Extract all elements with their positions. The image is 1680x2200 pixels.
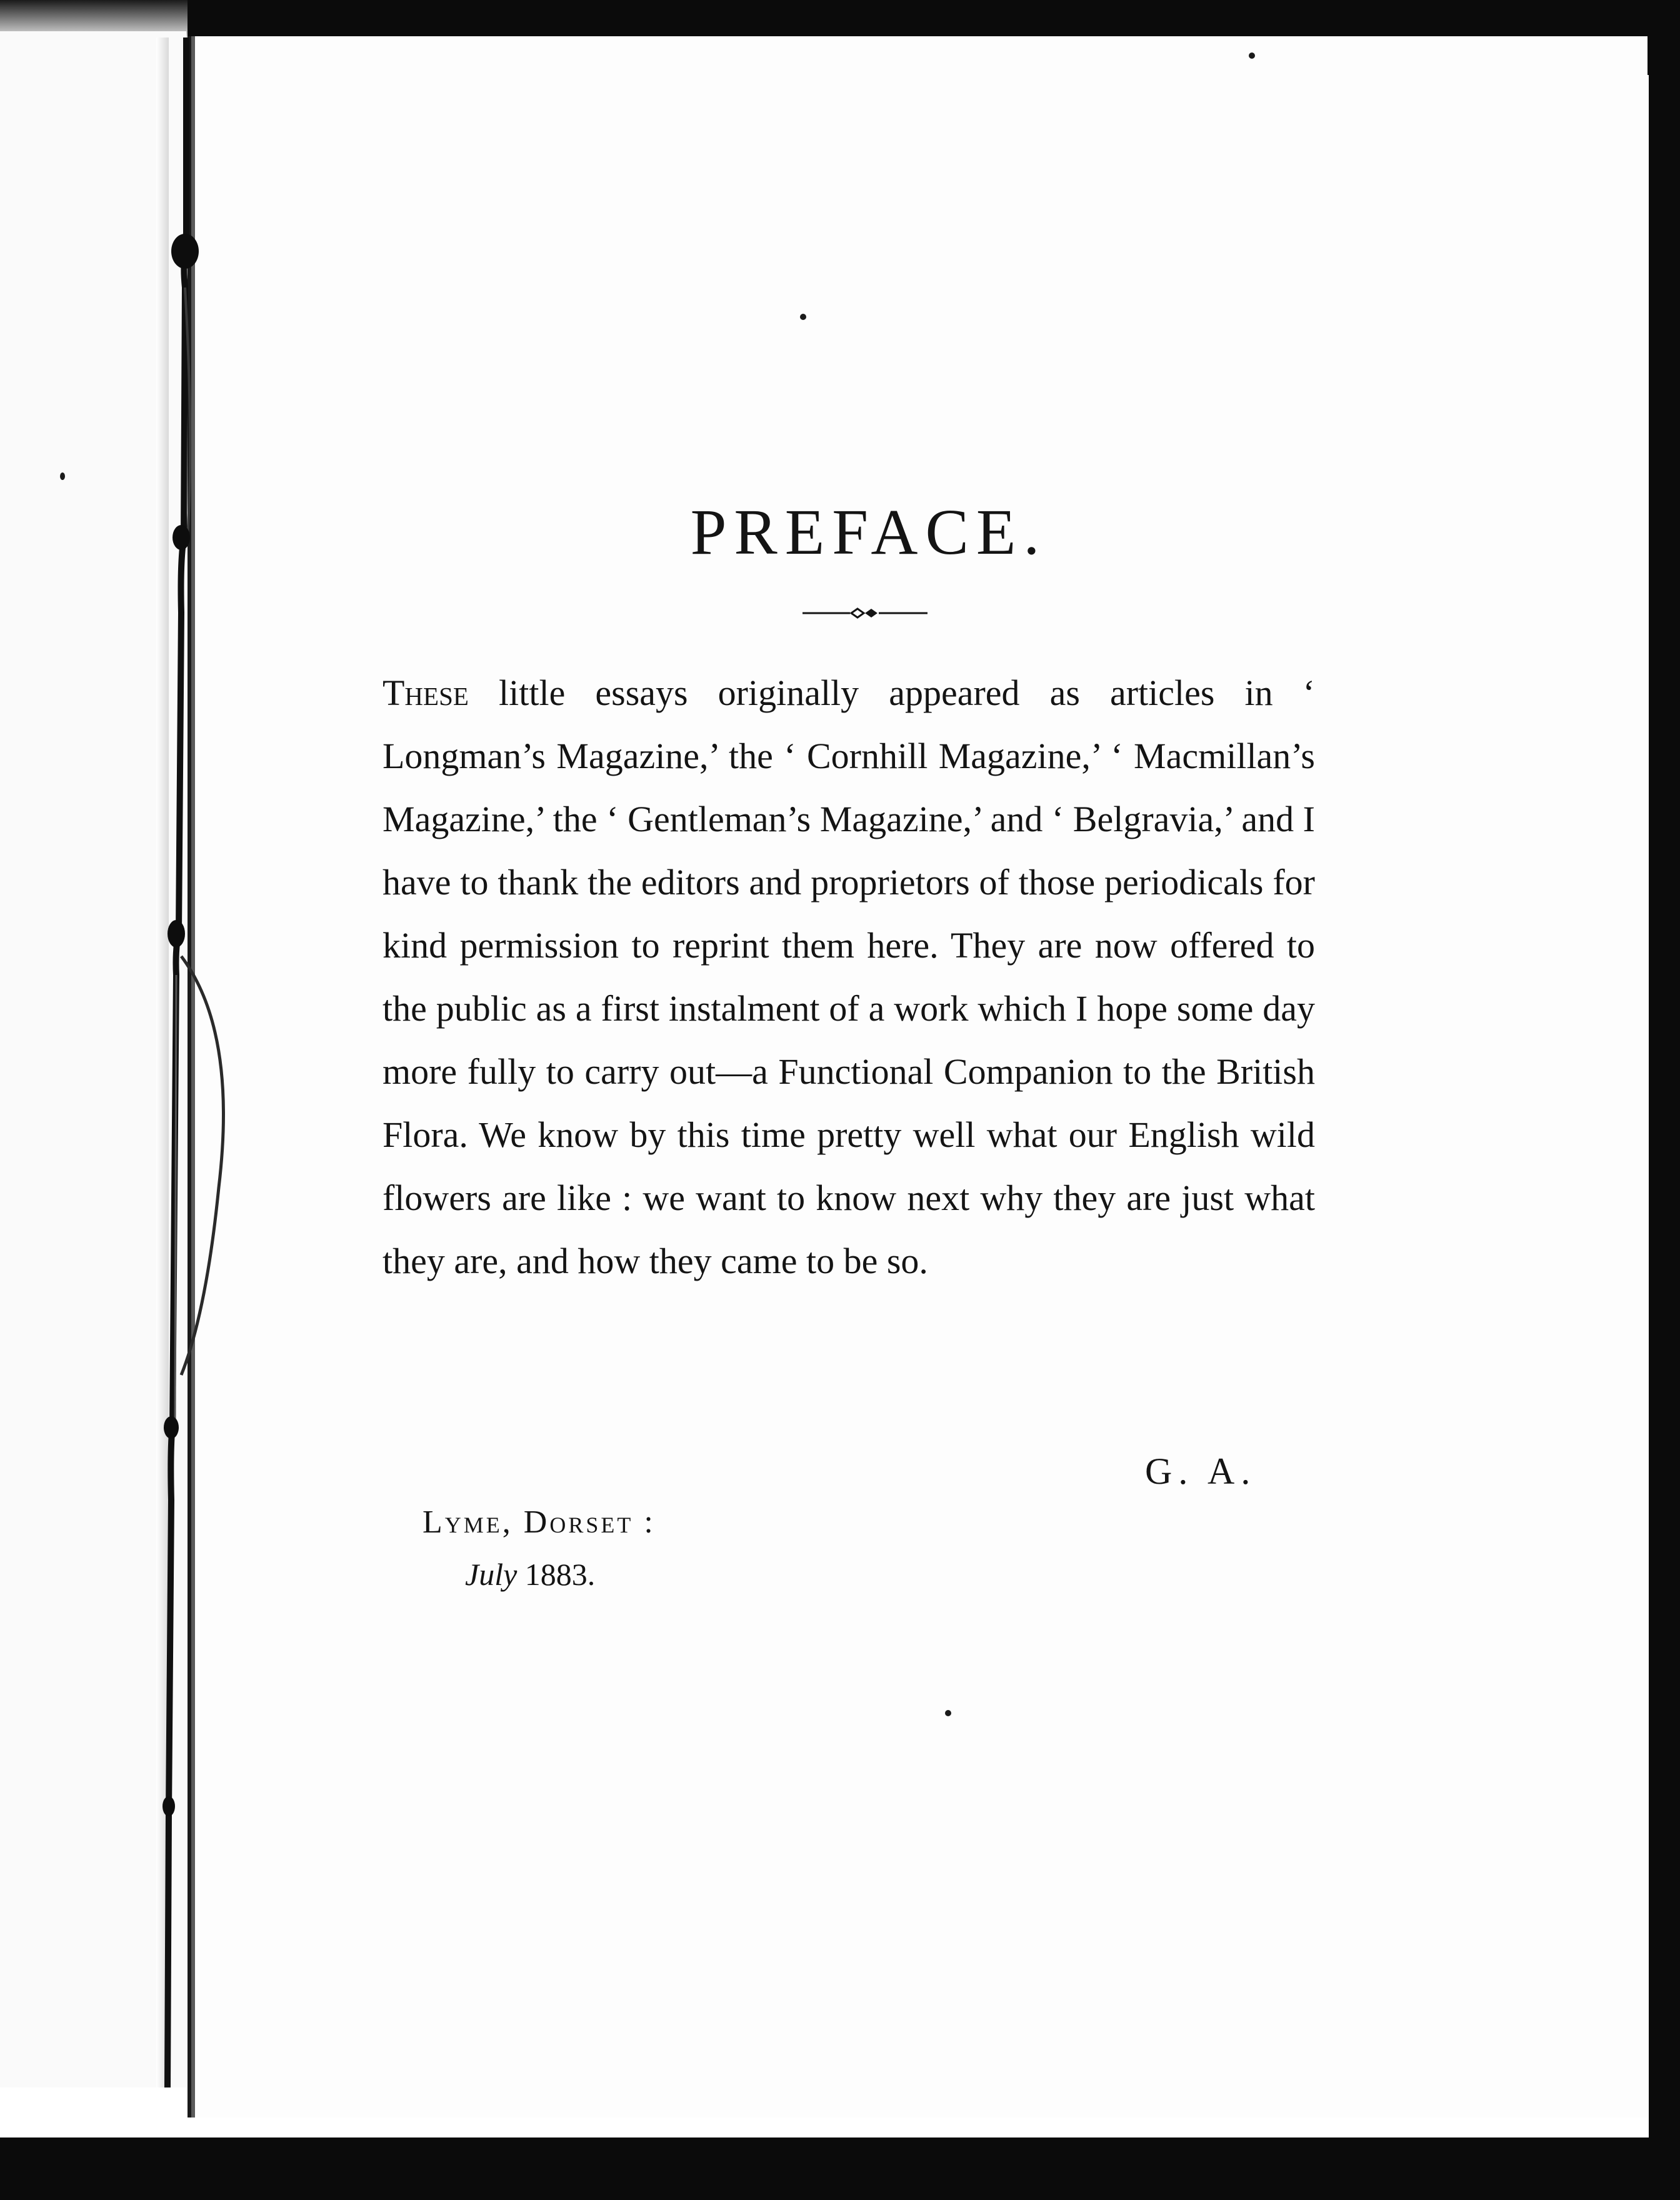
thread-knot xyxy=(162,1796,175,1816)
author-initials: G. A. xyxy=(1145,1451,1257,1492)
scan-border-right xyxy=(1649,0,1680,2200)
scan-speck xyxy=(1249,52,1255,59)
date-month: July xyxy=(465,1557,518,1592)
date-year: 1883. xyxy=(517,1557,596,1592)
ornament-diamond xyxy=(851,609,864,618)
scan-speck xyxy=(800,314,806,320)
thread-loop-lower xyxy=(181,956,224,1375)
date-line xyxy=(465,1556,595,1592)
scan-speck xyxy=(945,1710,951,1716)
binding-thread xyxy=(0,0,312,2200)
ornament-diamond xyxy=(865,609,878,618)
thread-knot xyxy=(164,1416,179,1439)
page-title: PREFACE. xyxy=(690,496,1048,568)
scan-speck xyxy=(60,472,65,480)
thread-knot xyxy=(168,920,185,948)
thread-knot xyxy=(171,234,199,269)
paragraph-body: little essays originally appeared as articles in ‘ Longman’s Magazine,’ the ‘ Cornhill Magazine,’ ‘ Macmillan’s Magazine,’ the ‘ Gentleman’s Magazine,’ and ‘ Belgravia,’ and I have to thank the editors and proprietors of those periodicals for kind permission to reprint them here. They are now offered to the public as a first instalment of a work which I hope some day more fully to carry out—a Functional Companion to the British Flora. We know by this time pretty well what our English wild flowers are like : we want to know next why they are just what they are, and how they came to be so. xyxy=(382,672,1315,1281)
paragraph-lead-word: These xyxy=(382,672,469,713)
place-line: Lyme, Dorset : xyxy=(422,1504,656,1540)
thread-strand xyxy=(175,975,176,1425)
title-ornament xyxy=(802,604,928,622)
thread-knot xyxy=(172,525,190,550)
preface-paragraph xyxy=(382,661,1315,1292)
